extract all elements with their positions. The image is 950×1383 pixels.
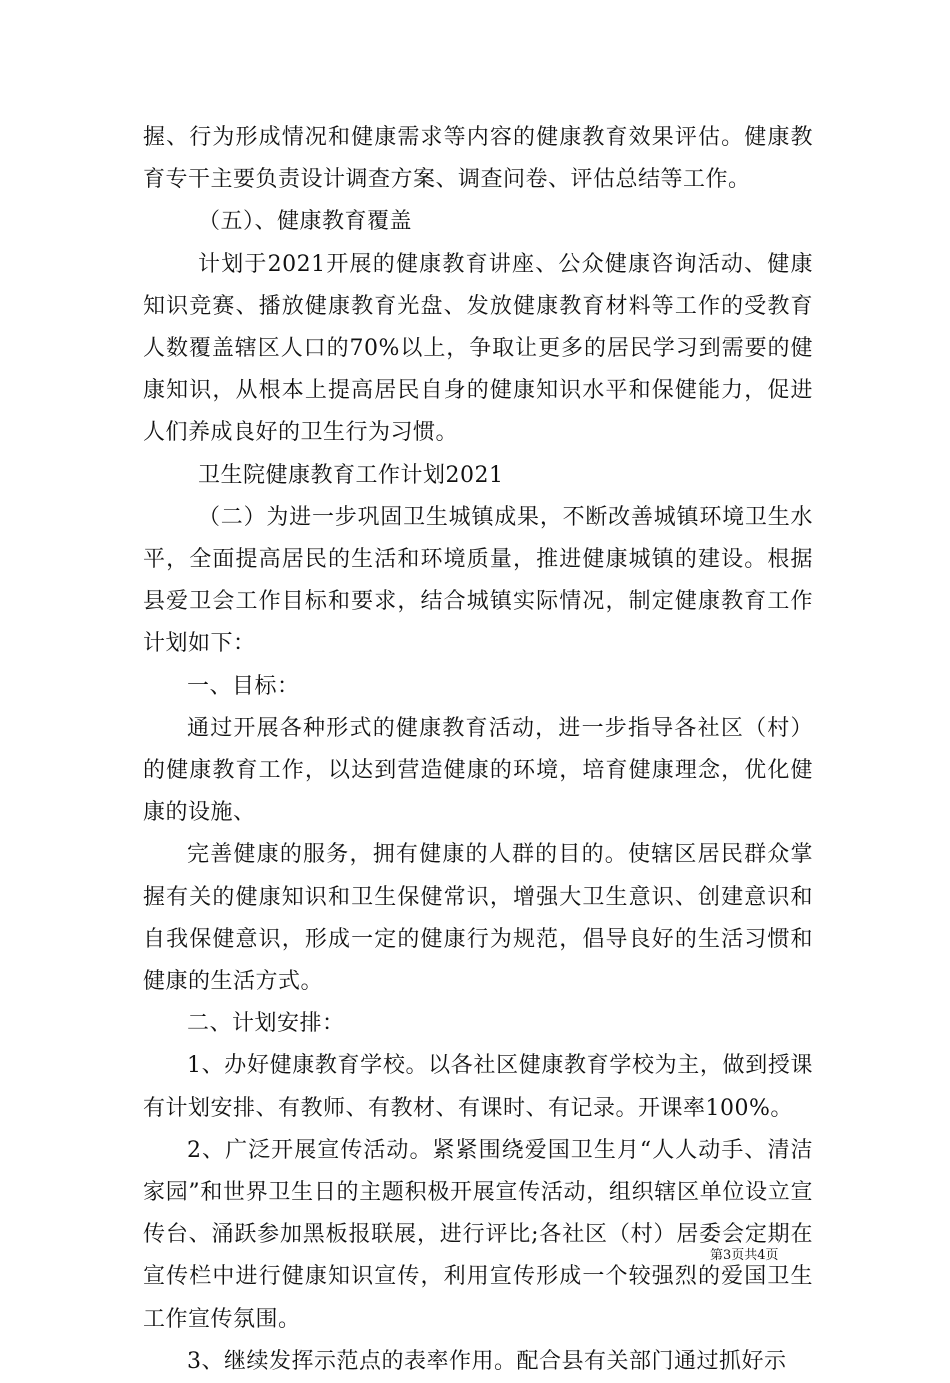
- paragraph-intro: （二）为进一步巩固卫生城镇成果，不断改善城镇环境卫生水平，全面提高居民的生活和环境质量，推进健康城镇的建设。根据县爱卫会工作目标和要求，结合城镇实际情况，制定健康教育工作计划如下：: [143, 504, 813, 657]
- section-heading-goal: 一、目标：: [187, 673, 300, 699]
- section-heading-coverage: （五）、健康教育覆盖: [198, 209, 413, 235]
- page-number: 第3页共4页: [710, 1248, 779, 1263]
- section-heading-plan: 二、计划安排：: [187, 1011, 345, 1037]
- paragraph-continuation: 握、行为形成情况和健康需求等内容的健康教育效果评估。健康教育专干主要负责设计调查方案、调查问卷、评估总结等工作。: [143, 125, 813, 193]
- document-title-line: 卫生院健康教育工作计划2021: [198, 462, 504, 488]
- paragraph-goal: 通过开展各种形式的健康教育活动，进一步指导各社区（村）的健康教育工作，以达到营造健康的环境，培育健康理念，优化健康的设施、: [143, 715, 813, 826]
- paragraph-coverage: 计划于2021开展的健康教育讲座、公众健康咨询活动、健康知识竞赛、播放健康教育光盘、发放健康教育材料等工作的受教育人数覆盖辖区人口的70%以上，争取让更多的居民学习到需要的健康知识，从根本上提高居民自身的健康知识水平和保健能力，促进人们养成良好的卫生行为习惯。: [143, 251, 813, 446]
- plan-item-3: 3、继续发挥示范点的表率作用。配合县有关部门通过抓好示: [187, 1348, 787, 1374]
- document-body: [143, 117, 813, 1383]
- plan-item-2: 2、广泛开展宣传活动。紧紧围绕爱国卫生月“人人动手、清洁家园”和世界卫生日的主题积极开展宣传活动，组织辖区单位设立宣传台、涌跃参加黑板报联展，进行评比;各社区（村）居委会定期在宣传栏中进行健康知识宣传，利用宣传形成一个较强烈的爱国卫生工作宣传氛围。: [143, 1137, 813, 1332]
- paragraph-goal-continued: 完善健康的服务，拥有健康的人群的目的。使辖区居民群众掌握有关的健康知识和卫生保健常识，增强大卫生意识、创建意识和自我保健意识，形成一定的健康行为规范，倡导良好的生活习惯和健康的生活方式。: [143, 842, 813, 995]
- plan-item-1: 1、办好健康教育学校。以各社区健康教育学校为主，做到授课有计划安排、有教师、有教材、有课时、有记录。开课率100%。: [143, 1053, 813, 1121]
